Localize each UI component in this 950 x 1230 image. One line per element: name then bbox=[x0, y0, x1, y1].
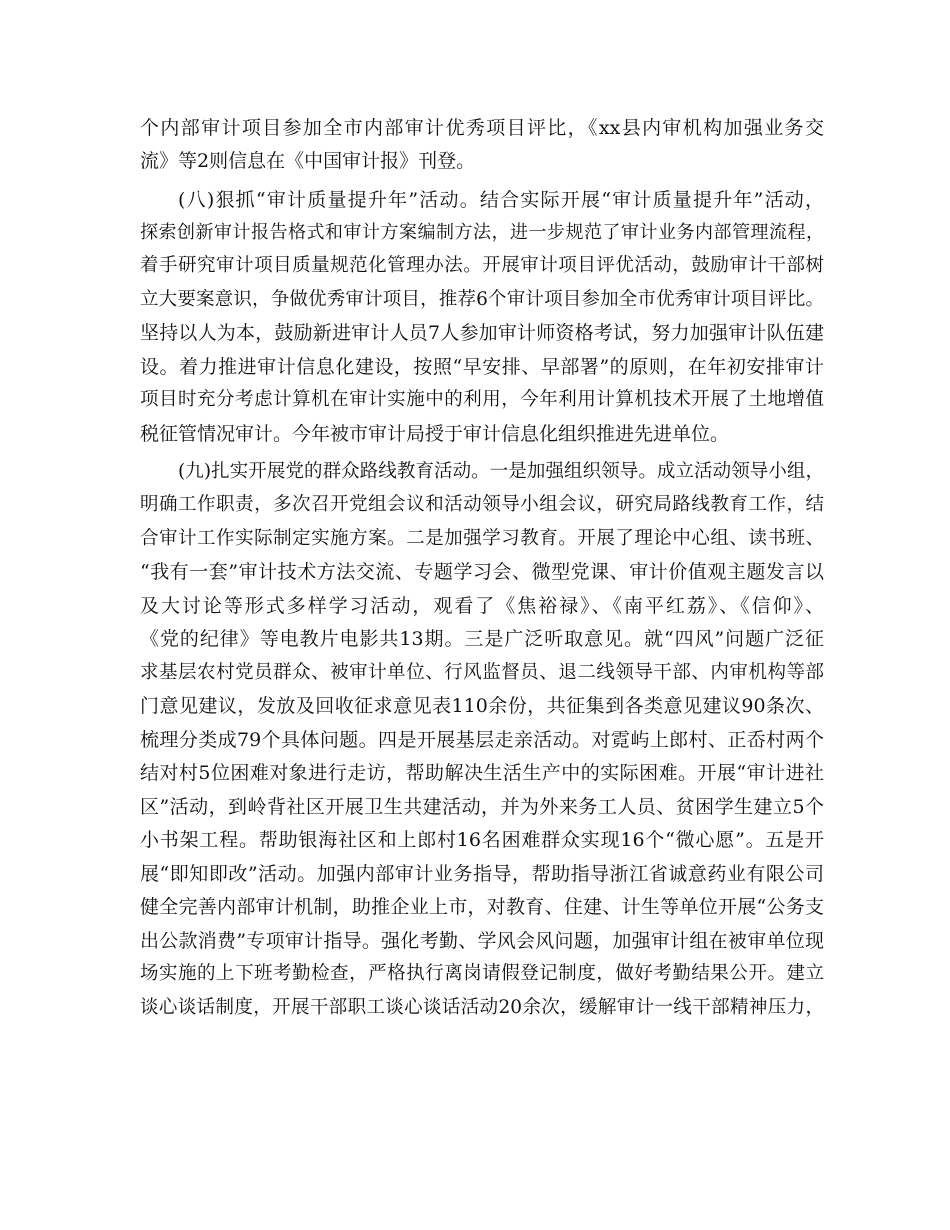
text-line-1: 个内部审计项目参加全市内部审计优秀项目评比，《xx县内审机构加强业务交 bbox=[140, 117, 824, 139]
text-line-22: 小书架工程。帮助银海社区和上郎村16名困难群众实现16个“微心愿”。五是开 bbox=[140, 829, 824, 851]
text-line-9: 项目时充分考虑计算机在审计实施中的利用，今年利用计算机技术开展了土地增值 bbox=[140, 389, 824, 410]
text-line-16: 《党的纪律》等电教片电影共13期。三是广泛听取意见。就“四风”问题广泛征 bbox=[140, 628, 824, 650]
text-line-19: 梳理分类成79个具体问题。四是开展基层走亲活动。对霓屿上郎村、正岙村两个 bbox=[140, 729, 824, 751]
text-line-12: 明确工作职责，多次召开党组会议和活动领导小组会议，研究局路线教育工作，结 bbox=[140, 494, 824, 515]
text-line-4: 探索创新审计报告格式和审计方案编制方法，进一步规范了审计业务内部管理流程， bbox=[140, 222, 824, 243]
text-line-10: 税征管情况审计。今年被市审计局授于审计信息化组织推进先进单位。 bbox=[140, 423, 730, 445]
text-line-8: 设。着力推进审计信息化建设，按照“早安排、早部署”的原则，在年初安排审计 bbox=[140, 356, 824, 378]
text-line-21: 区”活动，到岭背社区开展卫生共建活动，并为外来务工人员、贫困学生建立5个 bbox=[140, 796, 824, 818]
text-line-25: 出公款消费”专项审计指导。强化考勤、学风会风问题，加强审计组在被审单位现 bbox=[140, 930, 824, 952]
text-line-6: 立大要案意识，争做优秀审计项目，推荐6个审计项目参加全市优秀审计项目评比。 bbox=[140, 289, 824, 310]
text-line-7: 坚持以人为本，鼓励新进审计人员7人参加审计师资格考试，努力加强审计队伍建 bbox=[140, 322, 824, 344]
text-line-18: 门意见建议，发放及回收征求意见表110余份，共征集到各类意见建议90条次、 bbox=[140, 695, 824, 717]
text-line-13: 合审计工作实际制定实施方案。二是加强学习教育。开展了理论中心组、读书班、 bbox=[140, 528, 824, 549]
text-line-26: 场实施的上下班考勤检查，严格执行离岗请假登记制度，做好考勤结果公开。建立 bbox=[140, 963, 824, 984]
text-line-2: 流》等2则信息在《中国审计报》刊登。 bbox=[140, 150, 476, 172]
paragraph-9-heading-line: (九)扎实开展党的群众路线教育活动。一是加强组织领导。成立活动领导小组， bbox=[178, 461, 824, 482]
text-line-23: 展“即知即改”活动。加强内部审计业务指导，帮助指导浙江省诚意药业有限公司 bbox=[140, 863, 824, 885]
text-line-14: “我有一套”审计技术方法交流、专题学习会、微型党课、审计价值观主题发言以 bbox=[140, 561, 824, 583]
text-line-27: 谈心谈话制度，开展干部职工谈心谈话活动20余次，缓解审计一线干部精神压力， bbox=[140, 997, 824, 1018]
text-line-5: 着手研究审计项目质量规范化管理办法。开展审计项目评优活动，鼓励审计干部树 bbox=[140, 255, 824, 276]
text-line-20: 结对村5位困难对象进行走访，帮助解决生活生产中的实际困难。开展“审计进社 bbox=[140, 762, 824, 784]
text-line-15: 及大讨论等形式多样学习活动，观看了《焦裕禄》、《南平红荔》、《信仰》、 bbox=[140, 595, 824, 617]
text-line-17: 求基层农村党员群众、被审计单位、行风监督员、退二线领导干部、内审机构等部 bbox=[140, 662, 824, 683]
paragraph-8-heading-line: (八)狠抓“审计质量提升年”活动。结合实际开展“审计质量提升年”活动， bbox=[178, 189, 824, 211]
text-line-24: 健全完善内部审计机制，助推企业上市，对教育、住建、计生等单位开展“公务支 bbox=[140, 896, 824, 918]
